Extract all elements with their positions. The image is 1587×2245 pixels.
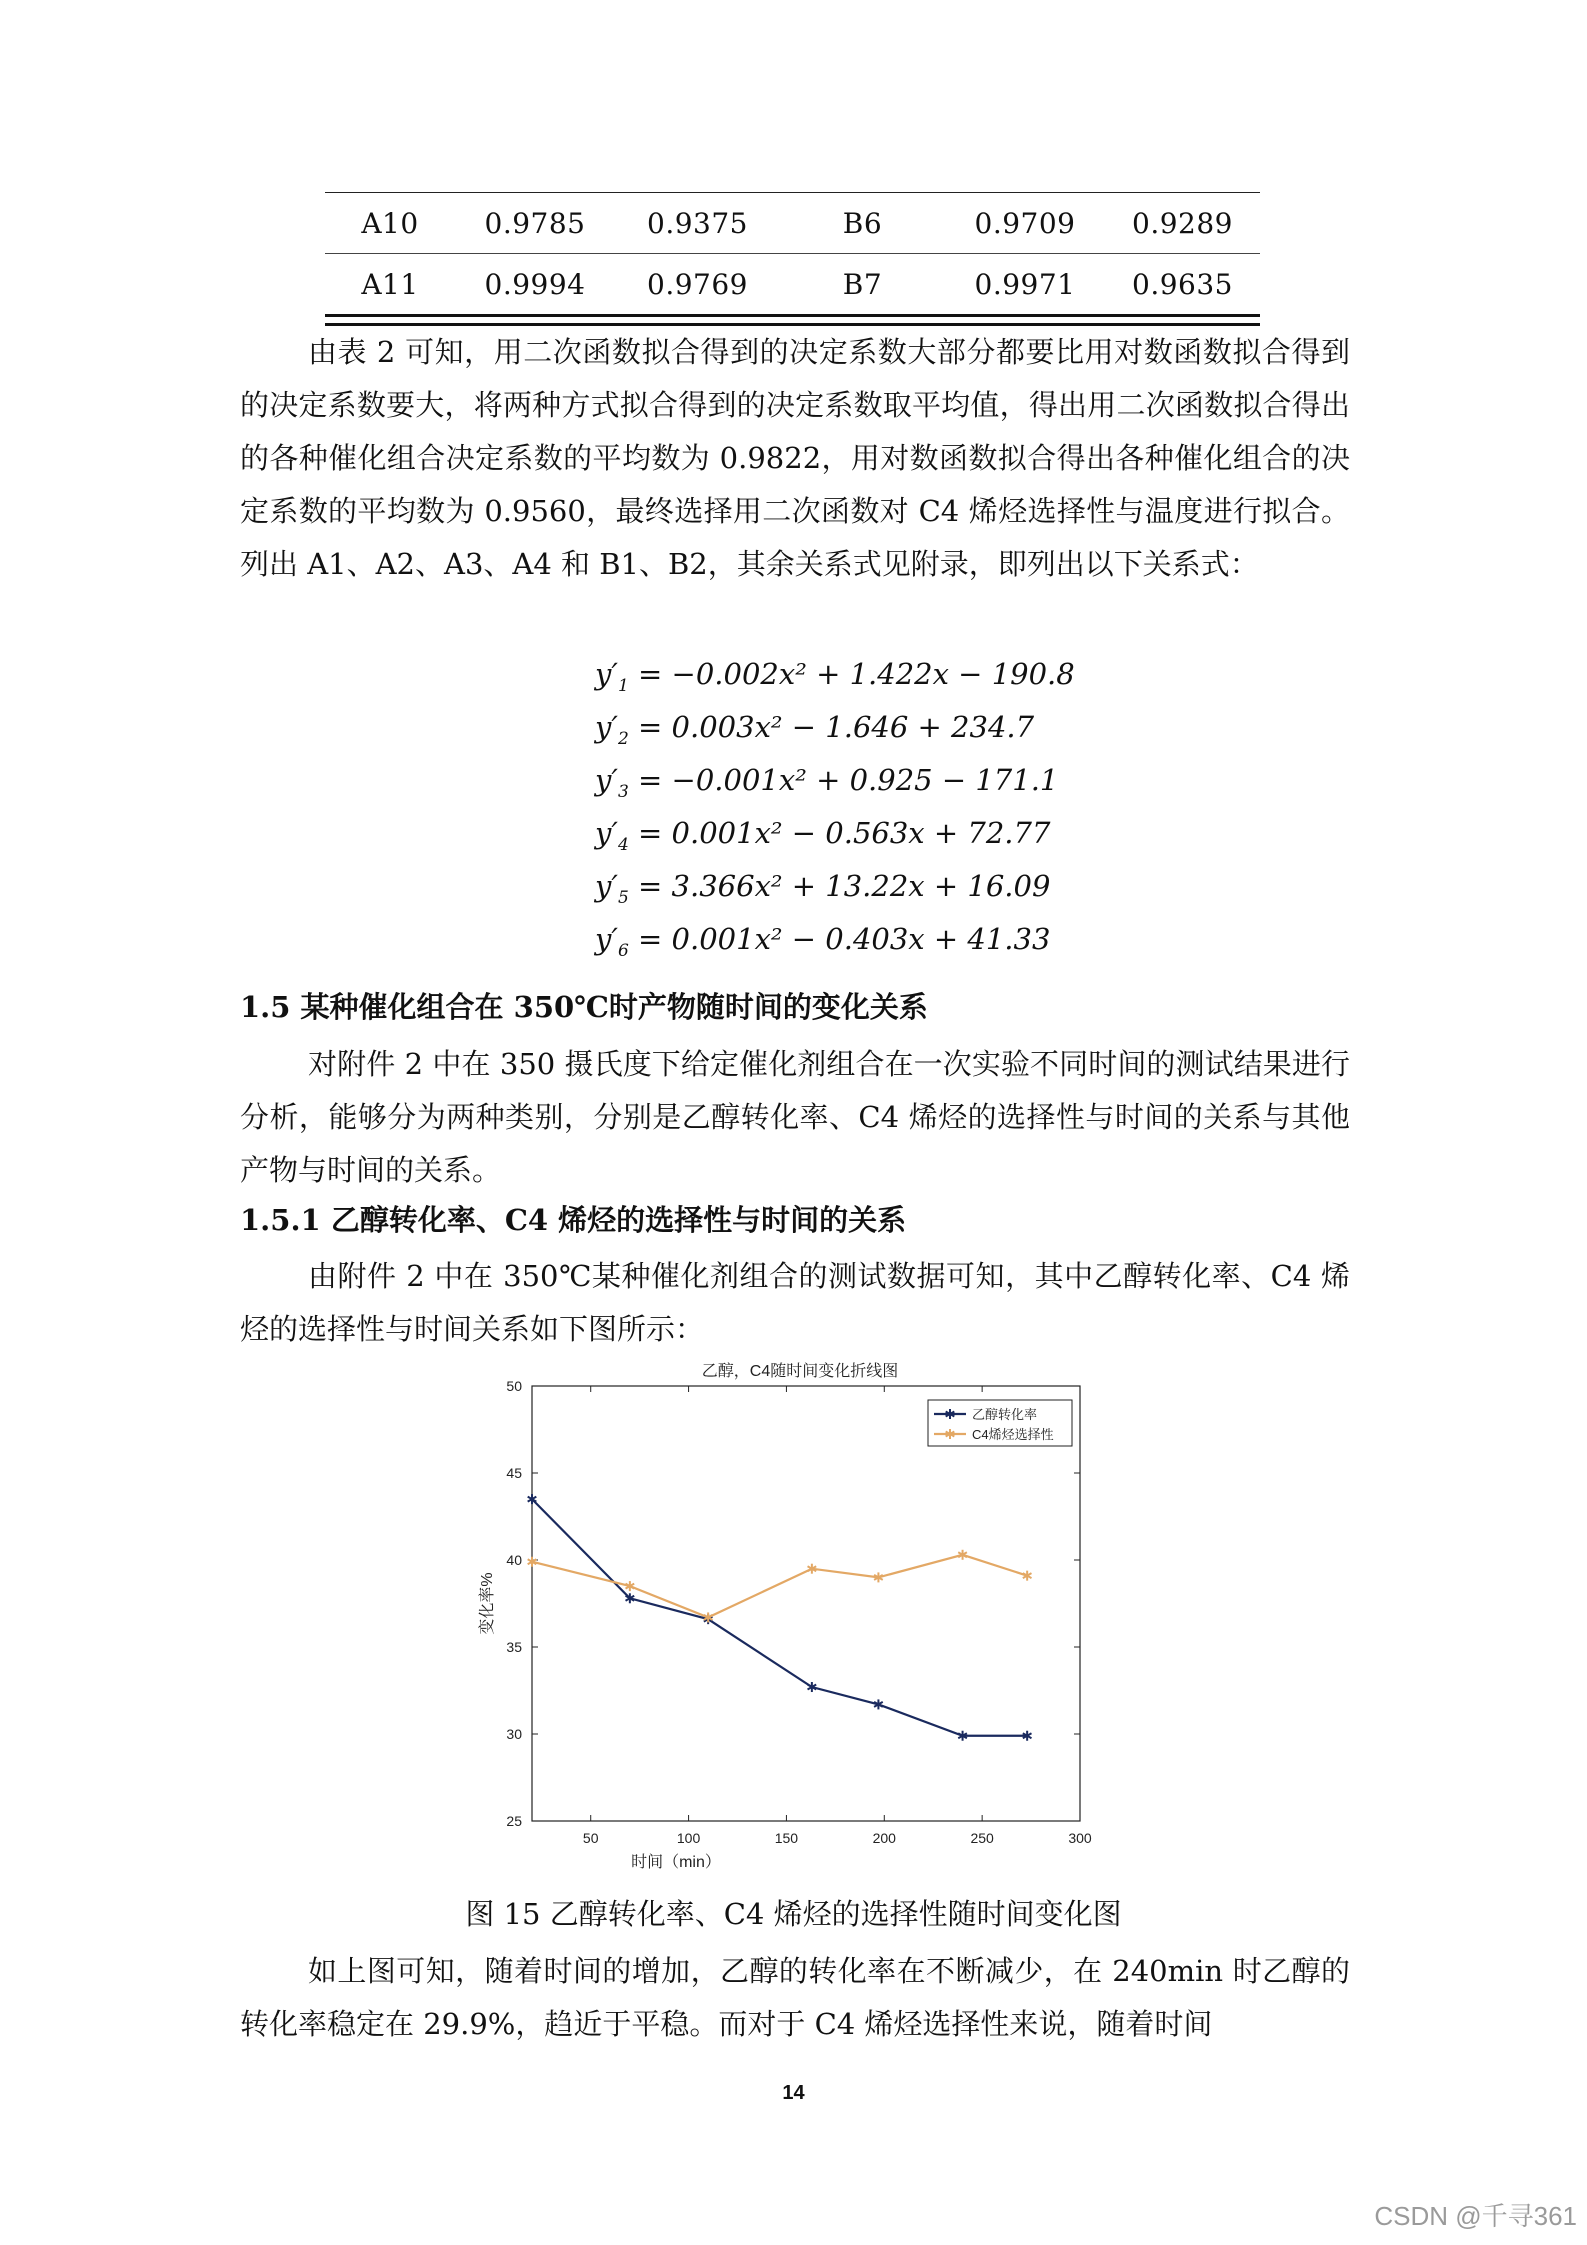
- x-tick-label: 150: [774, 1830, 799, 1846]
- chart-title: 乙醇，C4随时间变化折线图: [701, 1363, 899, 1380]
- table-cell: 0.9785: [484, 206, 586, 240]
- legend-label: C4烯烃选择性: [972, 1427, 1054, 1442]
- table-row: [325, 254, 1260, 314]
- equation: $y'_6 = 0.001x^2 - 0.403x + 41.33$: [595, 922, 1051, 961]
- series-line-1: [532, 1499, 1027, 1736]
- table-cell: B6: [842, 206, 883, 240]
- paragraph-text: 由表 2 可知，用二次函数拟合得到的决定系数大部分都要比用对数函数拟合得到的决定系数要大，将两种方式拟合得到的决定系数取平均值，得出用二次函数拟合得出的各种催化组合决定系数的平均数为 0.9822，用对数函数拟合得出各种催化组合的决定系数的平均数为 0.9560，最终选择用二次函数对 C4 烯烃选择性与温度进行拟合。列出 A1、A2、A3、A4 和 B1、B2，其余关系式见附录，即列出以下关系式：: [240, 335, 1350, 581]
- equation-block: [595, 648, 1075, 966]
- paragraph-intro-figure: [240, 1250, 1350, 1356]
- table-cell: 0.9971: [974, 267, 1076, 301]
- paragraph-fit-comparison: [240, 326, 1350, 591]
- y-tick-label: 30: [506, 1726, 522, 1742]
- equation: $y'_5 = 3.366x^2 + 13.22x + 16.09$: [595, 869, 1051, 908]
- x-tick-label: 100: [676, 1830, 701, 1846]
- line-chart: [470, 1350, 1110, 1880]
- y-tick-label: 45: [506, 1465, 522, 1481]
- table-cell: 0.9994: [484, 267, 586, 301]
- x-tick-label: 300: [1068, 1830, 1092, 1846]
- x-tick-label: 200: [872, 1830, 896, 1846]
- paragraph-text: 对附件 2 中在 350 摄氏度下给定催化剂组合在一次实验不同时间的测试结果进行分析，能够分为两种类别，分别是乙醇转化率、C4 烯烃的选择性与时间的关系与其他产物与时间的关系。: [240, 1047, 1350, 1187]
- equation: $y'_4 = 0.001x^2 - 0.563x + 72.77$: [595, 816, 1051, 855]
- table-bottom-double-rule: [325, 314, 1260, 326]
- x-tick-label: 50: [582, 1830, 599, 1846]
- table-cell: B7: [842, 267, 883, 301]
- table-cell: 0.9709: [974, 206, 1076, 240]
- table-row: [325, 193, 1260, 253]
- paragraph-analysis: [240, 1038, 1350, 1197]
- table-cell: 0.9375: [647, 206, 748, 240]
- coefficient-table: [325, 192, 1260, 326]
- y-axis-label: 变化率%: [479, 1572, 496, 1635]
- y-tick-label: 25: [506, 1813, 522, 1829]
- page-number: 14: [782, 2082, 805, 2104]
- paragraph-text: 由附件 2 中在 350℃某种催化剂组合的测试数据可知，其中乙醇转化率、C4 烯烃的选择性与时间关系如下图所示：: [240, 1259, 1350, 1346]
- figure-caption: 图 15 乙醇转化率、C4 烯烃的选择性随时间变化图: [465, 1897, 1122, 1931]
- x-axis-label: 时间（min）: [631, 1854, 721, 1871]
- table-cell: 0.9289: [1132, 206, 1233, 240]
- section-heading: 1.5 某种催化组合在 350℃时产物随时间的变化关系: [240, 990, 928, 1024]
- y-tick-label: 40: [506, 1552, 522, 1568]
- plot-frame: [532, 1386, 1080, 1821]
- legend-label: 乙醇转化率: [972, 1407, 1038, 1422]
- subsection-heading: 1.5.1 乙醇转化率、C4 烯烃的选择性与时间的关系: [240, 1203, 907, 1237]
- chart-legend: [928, 1400, 1072, 1446]
- x-tick-label: 250: [970, 1830, 994, 1846]
- paragraph-conclusion: [240, 1945, 1350, 2051]
- y-tick-label: 50: [506, 1378, 522, 1394]
- table-cell: 0.9769: [647, 267, 748, 301]
- table-cell: 0.9635: [1132, 267, 1233, 301]
- paragraph-text: 如上图可知，随着时间的增加，乙醇的转化率在不断减少，在 240min 时乙醇的转化率稳定在 29.9%，趋近于平稳。而对于 C4 烯烃选择性来说，随着时间: [240, 1954, 1350, 2041]
- equation: $y'_1 = -0.002x^2 + 1.422x - 190.8$: [595, 657, 1075, 696]
- series-line-2: [532, 1555, 1027, 1618]
- y-tick-label: 35: [506, 1639, 522, 1655]
- equation: $y'_3 = -0.001x^2 + 0.925 - 171.1$: [595, 763, 1059, 802]
- table-cell: A10: [361, 206, 419, 240]
- watermark: CSDN @千寻361: [1374, 2201, 1577, 2231]
- table-cell: A11: [361, 267, 419, 301]
- equation: $y'_2 = 0.003x^2 - 1.646 + 234.7$: [595, 710, 1035, 749]
